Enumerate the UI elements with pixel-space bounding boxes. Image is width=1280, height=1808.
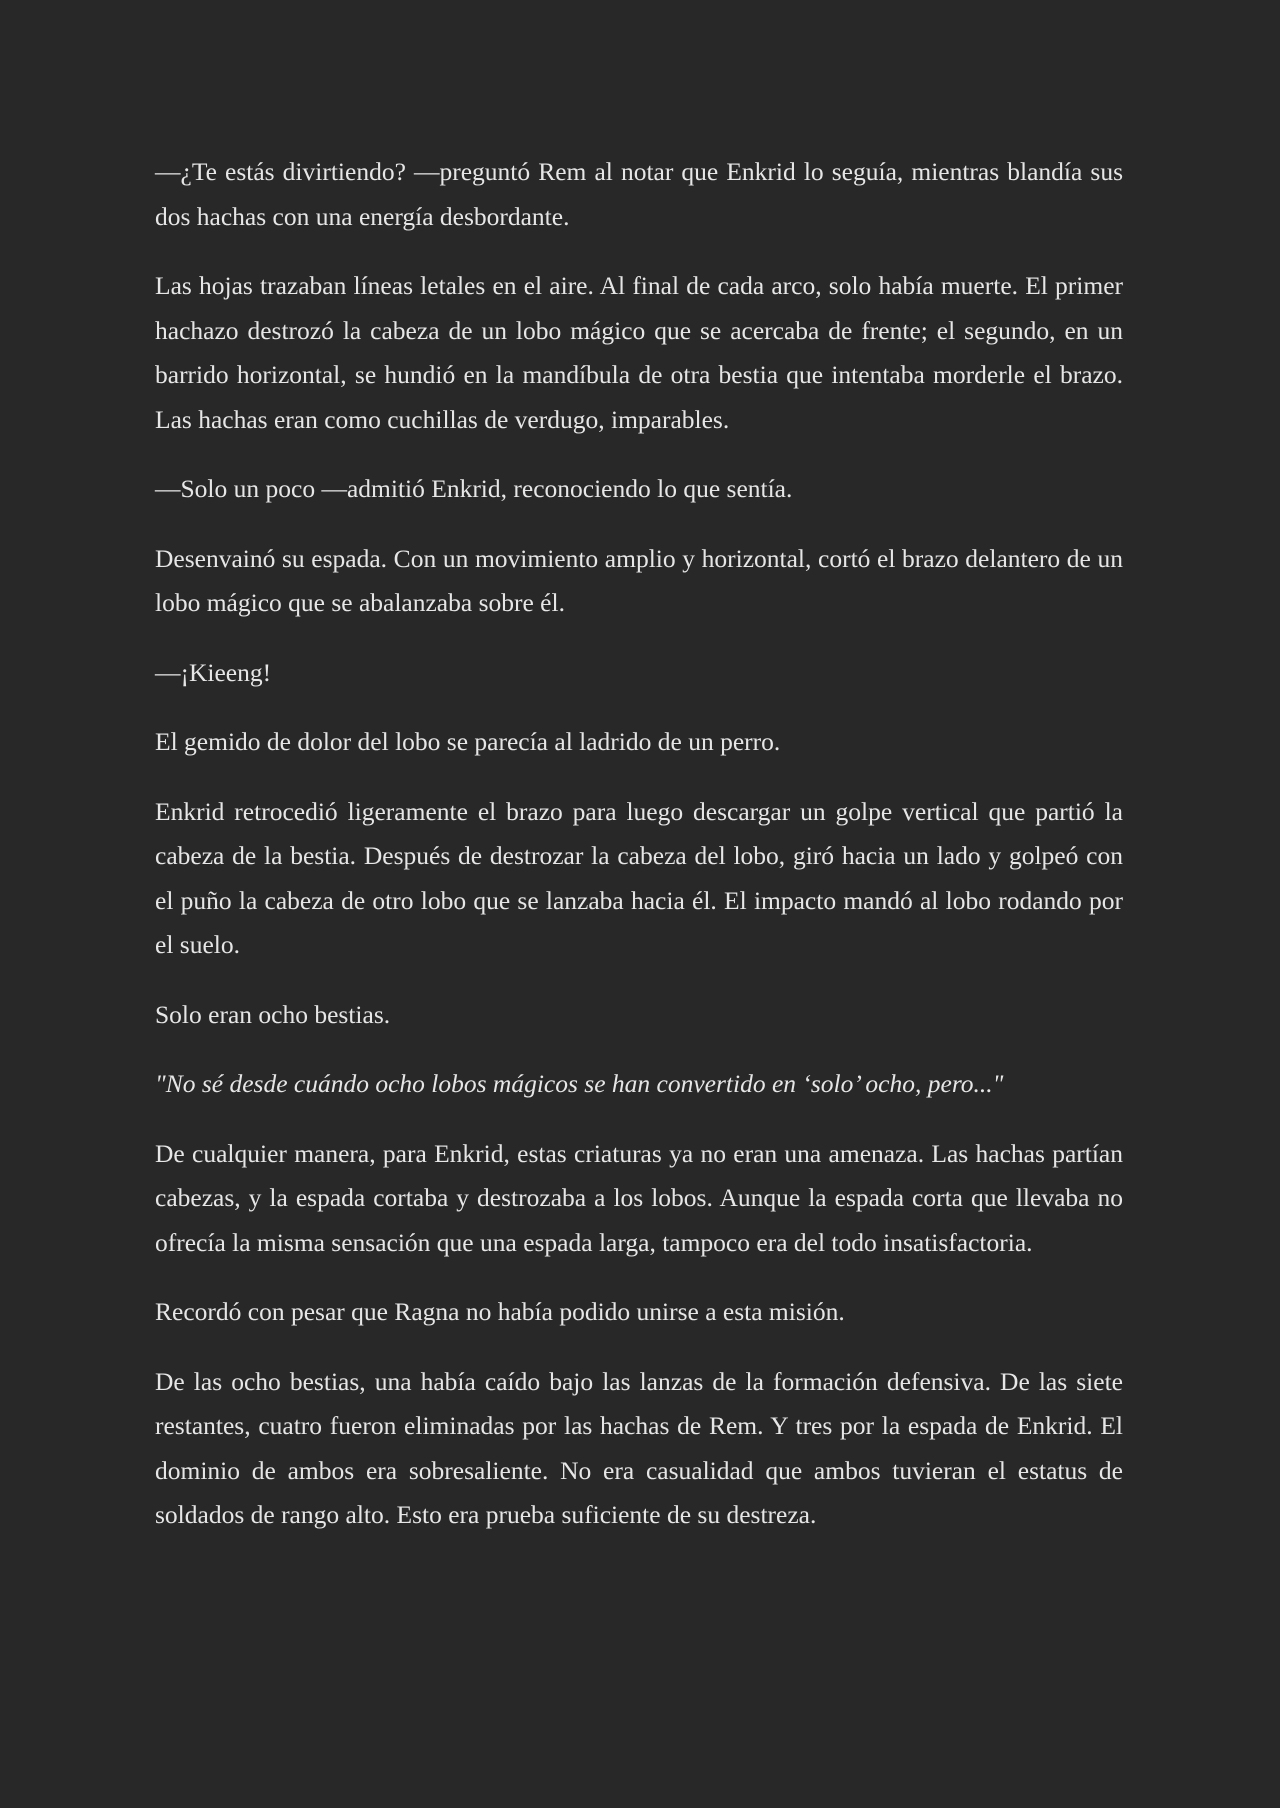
paragraph-1: —¿Te estás divirtiendo? —preguntó Rem al notar que Enkrid lo seguía, mientras blandía sus dos hachas con una energía desbordante.	[155, 157, 1123, 231]
paragraph-8: Solo eran ocho bestias.	[155, 999, 391, 1029]
paragraph-2: Las hojas trazaban líneas letales en el aire. Al final de cada arco, solo había muerte. El primer hachazo destrozó la cabeza de un lobo mágico que se acercaba de frente; el segundo, en un barrido horizontal, se hundió en la mandíbula de otra bestia que intentaba morderle el brazo. Las hachas eran como cuchillas de verdugo, imparables.	[155, 271, 1123, 434]
paragraph-5: —¡Kieeng!	[155, 657, 272, 687]
paragraph-4: Desenvainó su espada. Con un movimiento amplio y horizontal, cortó el brazo delantero de un lobo mágico que se abalanzaba sobre él.	[155, 543, 1123, 617]
document-page	[155, 150, 1123, 1563]
paragraph-10: De cualquier manera, para Enkrid, estas criaturas ya no eran una amenaza. Las hachas partían cabezas, y la espada cortaba y destrozaba a los lobos. Aunque la espada corta que llevaba no ofrecía la misma sensación que una espada larga, tampoco era del todo insatisfactoria.	[155, 1138, 1123, 1257]
paragraph-11: Recordó con pesar que Ragna no había podido unirse a esta misión.	[155, 1297, 845, 1326]
paragraph-6: El gemido de dolor del lobo se parecía al ladrido de un perro.	[155, 727, 781, 756]
paragraph-9-thought: "No sé desde cuándo ocho lobos mágicos se han convertido en ‘solo’ ocho, pero..."	[155, 1069, 1004, 1098]
paragraph-3: —Solo un poco —admitió Enkrid, reconociendo lo que sentía.	[155, 474, 793, 503]
paragraph-12: De las ocho bestias, una había caído bajo las lanzas de la formación defensiva. De las siete restantes, cuatro fueron eliminadas por las hachas de Rem. Y tres por la espada de Enkrid. El dominio de ambos era sobresaliente. No era casualidad que ambos tuvieran el estatus de soldados de rango alto. Esto era prueba suficiente de su destreza.	[155, 1366, 1123, 1529]
paragraph-7: Enkrid retrocedió ligeramente el brazo para luego descargar un golpe vertical que partió la cabeza de la bestia. Después de destrozar la cabeza del lobo, giró hacia un lado y golpeó con el puño la cabeza de otro lobo que se lanzaba hacia él. El impacto mandó al lobo rodando por el suelo.	[155, 796, 1123, 959]
